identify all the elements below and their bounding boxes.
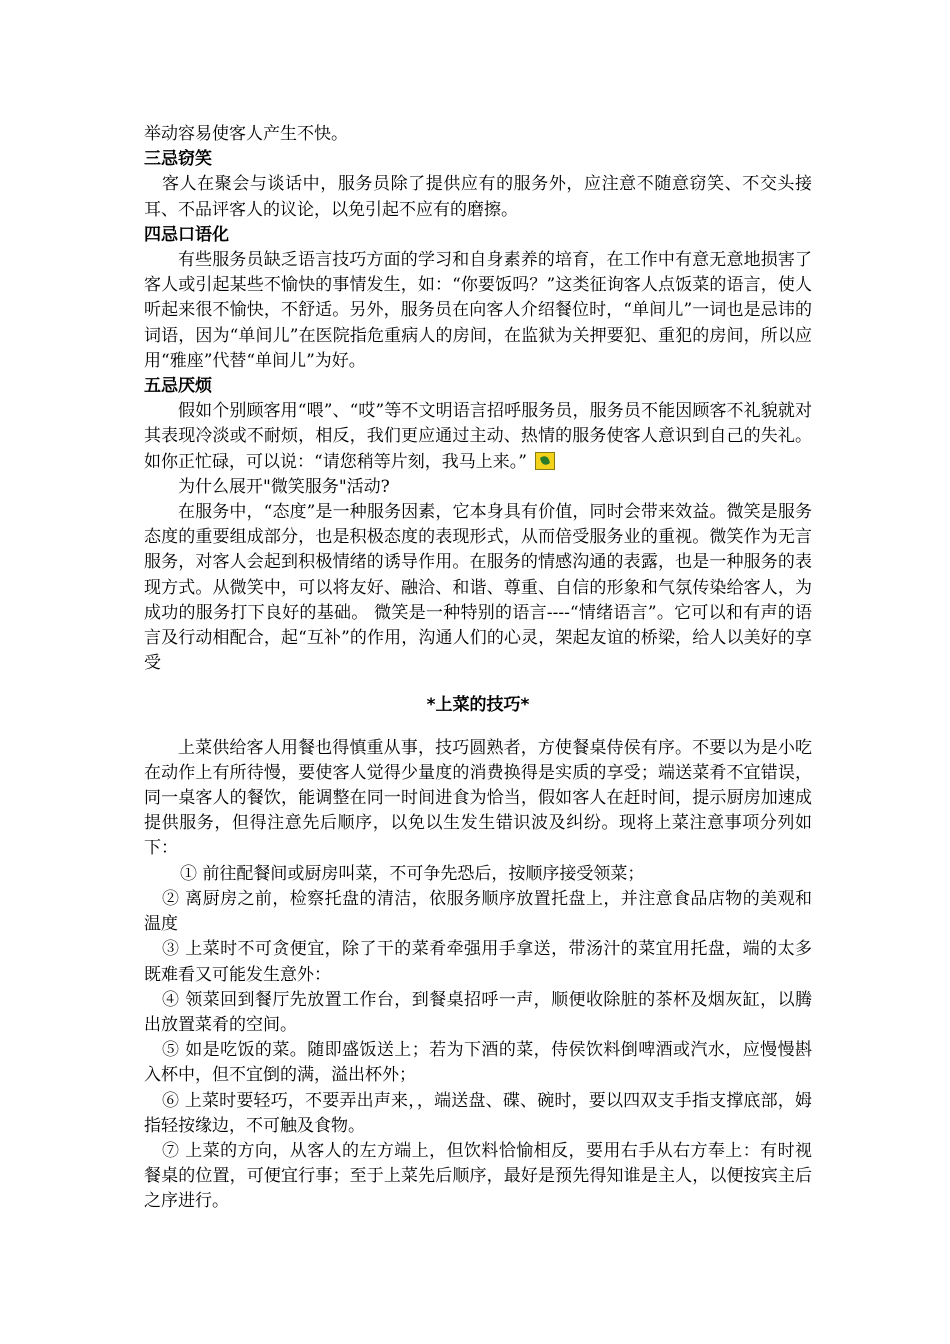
- paragraph-five-text: 假如个别顾客用“喂”、“哎”等不文明语言招呼服务员，服务员不能因顾客不礼貌就对其表现冷淡或不耐烦，相反，我们更应通过主动、热情的服务使客人意识到自己的失礼。如你正忙碌，可以说：“请您稍等片刻，我马上来。”: [144, 401, 812, 472]
- embedded-object-icon[interactable]: [535, 452, 555, 470]
- heading-three-taboo: 三忌窃笑: [144, 149, 212, 170]
- smile-paragraph: 在服务中，“态度”是一种服务因素，它本身具有价值，同时会带来效益。微笑是服务态度的重要组成部分，也是积极态度的表现形式，从而倍受服务业的重视。微笑作为无言服务，对客人会起到积极情绪的诱导作用。在服务的情感沟通的表露，也是一种服务的表现方式。从微笑中，可以将友好、融洽、和谐、尊重、自信的形象和气氛传染给客人，为成功的服务打下良好的基础。 微笑是一种特别的语言----“情绪语言”。它可以和有声的语言及行动相配合，起“互补”的作用，沟通人们的心灵，架起友谊的桥梁，给人以美好的享受: [144, 502, 812, 674]
- heading-four-taboo: 四忌口语化: [144, 224, 229, 245]
- list-item: ⑤ 如是吃饭的菜。随即盛饭送上；若为下酒的菜，侍侯饮料倒啤酒或汽水，应慢慢斟入杯中，但不宜倒的满，溢出杯外；: [144, 1040, 812, 1086]
- heading-five-taboo: 五忌厌烦: [144, 376, 212, 397]
- list-item: ④ 领菜回到餐厅先放置工作台，到餐桌招呼一声，顺便收除脏的茶杯及烟灰缸，以腾出放置菜肴的空间。: [144, 989, 812, 1035]
- list-item: ⑥ 上菜时要轻巧，不要弄出声来，，端送盘、碟、碗时，要以四双支手指支撑底部，姆指轻按缘边，不可触及食物。: [144, 1090, 812, 1136]
- serving-title: *上菜的技巧*: [426, 695, 530, 716]
- list-item: ③ 上菜时不可贪便宜，除了干的菜肴牵强用手拿送，带汤汁的菜宜用托盘，端的太多既难看又可能发生意外：: [144, 939, 812, 985]
- list-item: ② 离厨房之前，检察托盘的清洁，依服务顺序放置托盘上，并注意食品店物的美观和温度: [144, 888, 812, 935]
- paragraph-five-taboo: [144, 399, 812, 475]
- list-item: ⑦ 上菜的方向，从客人的左方端上，但饮料恰愉相反，要用右手从右方奉上：有时视餐桌的位置，可便宜行事；至于上菜先后顺序，最好是预先得知谁是主人，以便按宾主后之序进行。: [144, 1140, 812, 1212]
- document-page: [144, 122, 812, 1215]
- paragraph-four-taboo: 有些服务员缺乏语言技巧方面的学习和自身素养的培育，在工作中有意无意地损害了客人或引起某些不愉快的事情发生，如：“你要饭吗？”这类征询客人点饭菜的语言，使人听起来很不愉快，不舒适。另外，服务员在向客人介绍餐位时，“单间儿”一词也是忌讳的词语，因为“单间儿”在医院指危重病人的房间，在监狱为关押要犯、重犯的房间，所以应用“雅座”代替“单间儿”为好。: [144, 250, 812, 371]
- paragraph-continuation: 举动容易使客人产生不快。: [144, 124, 348, 144]
- paragraph-three-taboo: 客人在聚会与谈话中，服务员除了提供应有的服务外，应注意不随意窃笑、不交头接耳、不品评客人的议论，以免引起不应有的磨擦。: [144, 174, 812, 220]
- serving-intro: 上菜供给客人用餐也得慎重从事，技巧圆熟者，方使餐桌侍侯有序。不要以为是小吃在动作上有所待慢，要使客人觉得少量度的消费换得是实质的享受；端送菜肴不宜错误，同一桌客人的餐饮，能调整在同一时间进食为恰当，假如客人在赶时间，提示厨房加速成提供服务，但得注意先后顺序，以免以生发生错识波及纠纷。现将上菜注意事项分列如下：: [144, 737, 812, 859]
- list-item: ① 前往配餐间或厨房叫菜，不可争先恐后，按顺序接受领菜；: [180, 863, 645, 884]
- smile-question: 为什么展开"微笑服务"活动?: [178, 476, 390, 497]
